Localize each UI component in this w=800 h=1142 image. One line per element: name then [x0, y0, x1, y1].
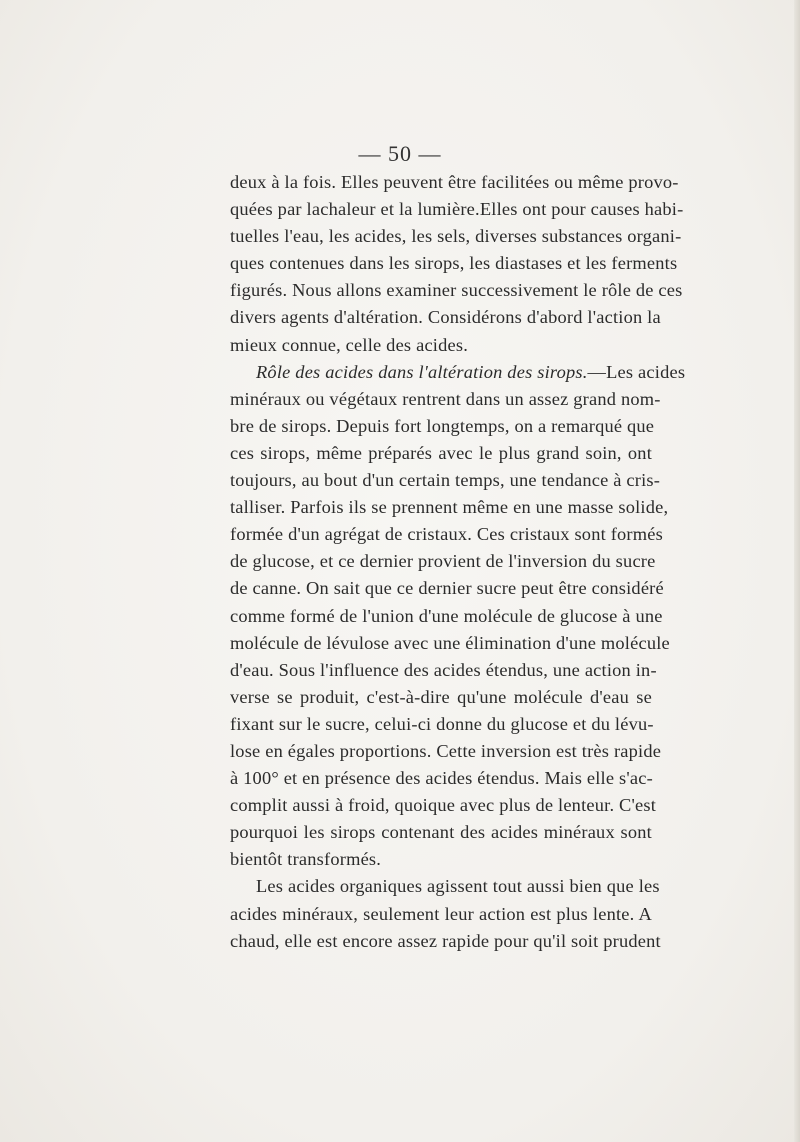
text-line: fixant sur le sucre, celui-ci donne du glucose et du lévu-: [230, 713, 654, 734]
text-line: de glucose, et ce dernier provient de l'inversion du sucre: [230, 551, 656, 572]
text-line: divers agents d'altération. Considérons d'abord l'action la: [230, 307, 661, 328]
text-line: minéraux ou végétaux rentrent dans un assez grand nom-: [230, 388, 661, 409]
text-line: bientôt transformés.: [230, 849, 382, 870]
page-number: — 50 —: [358, 141, 442, 166]
text-line: formée d'un agrégat de cristaux. Ces cristaux sont formés: [230, 524, 663, 545]
page-edge: [794, 0, 800, 1142]
text-line: complit aussi à froid, quoique avec plus de lenteur. C'est: [230, 795, 657, 816]
text-line: quées par lachaleur et la lumière.Elles ont pour causes habi-: [230, 199, 684, 220]
text-line: acides minéraux, seulement leur action est plus lente. A: [230, 903, 652, 924]
text-line: verse se produit, c'est-à-dire qu'une molécule d'eau se: [230, 686, 652, 707]
text-line: lose en égales proportions. Cette inversion est très rapide: [230, 740, 662, 761]
text-line: bre de sirops. Depuis fort longtemps, on a remarqué que: [230, 415, 655, 436]
text-line: ces sirops, même préparés avec le plus grand soin, ont: [230, 442, 652, 463]
text-line: Les acides organiques agissent tout aussi bien que les: [256, 876, 660, 897]
text-line: à 100° et en présence des acides étendus. Mais elle s'ac-: [230, 768, 653, 789]
section-heading-line: [230, 359, 686, 386]
text-line: d'eau. Sous l'influence des acides étendus, une action in-: [230, 659, 657, 680]
text-line: de canne. On sait que ce dernier sucre peut être considéré: [230, 578, 664, 599]
text-line: mieux connue, celle des acides.: [230, 334, 469, 355]
text-line: molécule de lévulose avec une élimination d'une molécule: [230, 632, 670, 653]
text-line: chaud, elle est encore assez rapide pour qu'il soit prudent: [230, 930, 661, 951]
text-line: figurés. Nous allons examiner successivement le rôle de ces: [230, 280, 683, 301]
text-line: talliser. Parfois ils se prennent même en une masse solide,: [230, 497, 669, 518]
text-line: ques contenues dans les sirops, les diastases et les ferments: [230, 253, 678, 274]
section-heading: Rôle des acides dans l'altération des sirops.: [256, 361, 588, 382]
text-line: deux à la fois. Elles peuvent être facilitées ou même provo-: [230, 172, 679, 192]
body-text: [230, 169, 686, 955]
text-line: tuelles l'eau, les acides, les sels, diverses substances organi-: [230, 226, 682, 247]
text-line: comme formé de l'union d'une molécule de glucose à une: [230, 605, 663, 626]
section-heading-tail: —Les acides: [587, 361, 686, 382]
text-line: toujours, au bout d'un certain temps, une tendance à cris-: [230, 470, 661, 491]
text-line: pourquoi les sirops contenant des acides minéraux sont: [230, 822, 652, 843]
